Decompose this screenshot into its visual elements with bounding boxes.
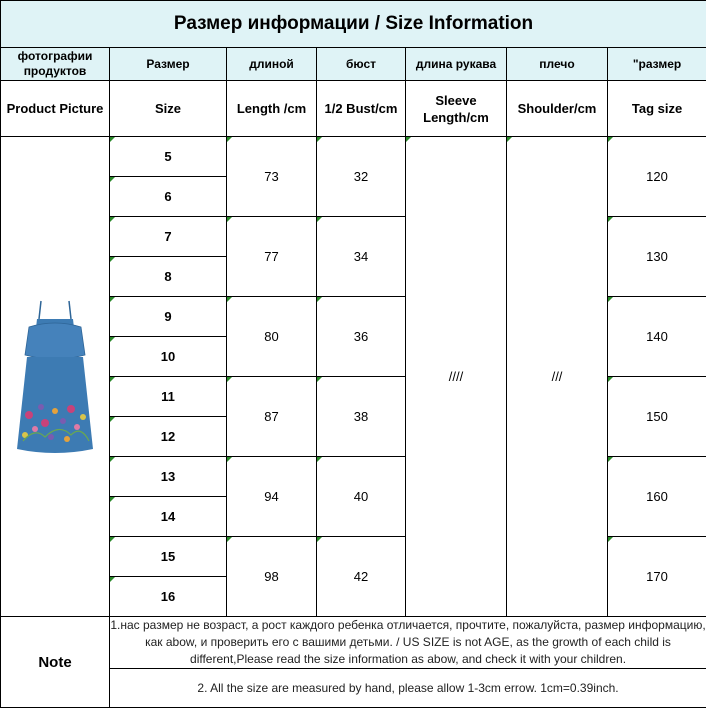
- size-cell: 12: [110, 417, 227, 457]
- header-en-sleeve: Sleeve Length/cm: [406, 81, 507, 137]
- tag-size-cell: 150: [608, 377, 706, 457]
- bust-cell: 36: [317, 297, 406, 377]
- bust-cell: 32: [317, 137, 406, 217]
- header-ru-tag: "размер: [608, 48, 706, 81]
- product-picture-cell: [1, 137, 110, 617]
- length-cell: 73: [227, 137, 317, 217]
- header-ru-bust: бюст: [317, 48, 406, 81]
- table-row: [1, 137, 706, 177]
- bust-cell: 34: [317, 217, 406, 297]
- note-text-2: 2. All the size are measured by hand, please allow 1-3cm errow. 1cm=0.39inch.: [110, 669, 706, 708]
- size-cell: 16: [110, 577, 227, 617]
- header-ru-size: Размер: [110, 48, 227, 81]
- bust-cell: 38: [317, 377, 406, 457]
- length-cell: 87: [227, 377, 317, 457]
- size-cell: 6: [110, 177, 227, 217]
- length-cell: 94: [227, 457, 317, 537]
- tag-size-cell: 170: [608, 537, 706, 617]
- header-ru-length: длиной: [227, 48, 317, 81]
- size-cell: 9: [110, 297, 227, 337]
- note-row: [1, 617, 706, 669]
- tag-size-cell: 140: [608, 297, 706, 377]
- header-en-tag: Tag size: [608, 81, 706, 137]
- size-cell: 5: [110, 137, 227, 177]
- size-cell: 13: [110, 457, 227, 497]
- size-cell: 14: [110, 497, 227, 537]
- size-cell: 11: [110, 377, 227, 417]
- note-text-1: 1.нас размер не возраст, а рост каждого ребенка отличается, прочтите, пожалуйста, размер информацию, как abow, и проверить его с вашими детьми. / US SIZE is not AGE, as the growth of each child is different,Please read the size information as abow, and check it with your children.: [110, 617, 706, 669]
- sleeve-length-cell: ////: [406, 137, 507, 617]
- table-title: Размер информации / Size Information: [1, 1, 706, 48]
- tag-size-cell: 160: [608, 457, 706, 537]
- header-row-english: [1, 81, 706, 137]
- header-en-length: Length /cm: [227, 81, 317, 137]
- header-row-russian: [1, 48, 706, 81]
- tag-size-cell: 130: [608, 217, 706, 297]
- length-cell: 80: [227, 297, 317, 377]
- size-cell: 8: [110, 257, 227, 297]
- size-cell: 7: [110, 217, 227, 257]
- length-cell: 77: [227, 217, 317, 297]
- header-en-shoulder: Shoulder/cm: [507, 81, 608, 137]
- bust-cell: 40: [317, 457, 406, 537]
- header-en-picture: Product Picture: [1, 81, 110, 137]
- header-ru-shoulder: плечо: [507, 48, 608, 81]
- length-cell: 98: [227, 537, 317, 617]
- header-en-size: Size: [110, 81, 227, 137]
- size-cell: 15: [110, 537, 227, 577]
- header-en-bust: 1/2 Bust/cm: [317, 81, 406, 137]
- tag-size-cell: 120: [608, 137, 706, 217]
- header-ru-sleeve: длина рукава: [406, 48, 507, 81]
- product-dress-image: [15, 297, 95, 457]
- shoulder-cell: ///: [507, 137, 608, 617]
- note-label: Note: [1, 617, 110, 708]
- bust-cell: 42: [317, 537, 406, 617]
- header-ru-picture: фотографии продуктов: [1, 48, 110, 81]
- size-cell: 10: [110, 337, 227, 377]
